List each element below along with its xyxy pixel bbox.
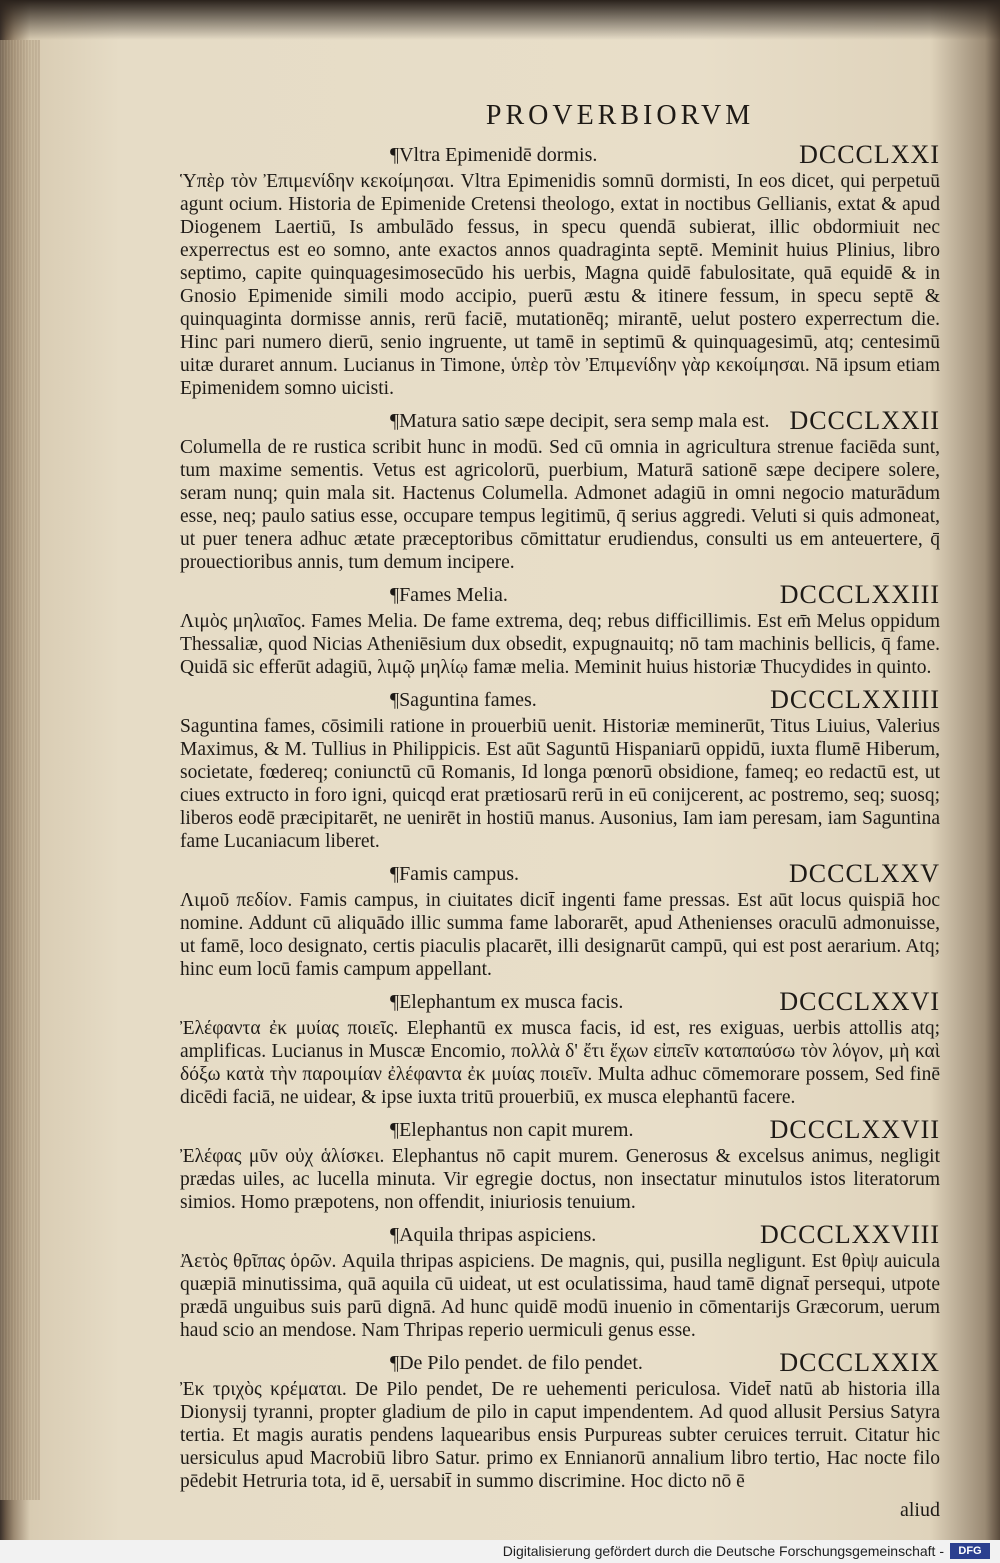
entry-header — [180, 859, 940, 889]
footer-credit-text: Digitalisierung gefördert durch die Deutsche Forschungsgemeinschaft - — [502, 1543, 944, 1559]
entry-number: DCCCLXXVI — [779, 987, 940, 1016]
top-shadow — [0, 0, 1000, 40]
entry-title: ¶De Pilo pendet. de filo pendet. — [390, 1352, 643, 1374]
entry-body: Ἐκ τριχὸς κρέμαται. De Pilo pendet, De re uehementi periculosa. Videt̄ natū ab historia illa Dionysij tyranni, propter gladium de pilo in caput impendentem. Ad quod allusit Persius Satyra tertia. Et magis auratis pendens laquearibus ensis Purpureas subter ceruices terruit. Citatur hic uersiculus apud Macrobiū libro Satur. primo ex Ennianorū annalium libro tertio, Hac nocte filo pēdebit Hetruria tota, id ē, uersabit̄ in summo discrimine. Hoc dicto nō ē — [180, 1379, 940, 1492]
entry-title: ¶Saguntina fames. — [390, 689, 537, 711]
entry-number: DCCCLXXIIII — [770, 685, 940, 714]
entry-873 — [180, 580, 940, 679]
running-head: PROVERBIORVM — [485, 100, 755, 131]
entry-title: ¶Aquila thripas aspiciens. — [390, 1224, 597, 1246]
entry-number: DCCCLXXIX — [779, 1348, 940, 1377]
entry-title: ¶Vltra Epimenidē dormis. — [390, 144, 598, 166]
entry-body: Ἐλέφαντα ἐκ μυίας ποιεῖς. Elephantū ex musca facis, id est, res exiguas, uerbis attollis atq; amplificas. Lucianus in Muscæ Encomio, πολλὰ δ' ἔτι ἔχων εἰπεῖν καταπαύσω τὸν λόγον, μὴ καὶ δόξω κατὰ τὴν παροιμίαν ἐλέφαντα ἐκ μυίας ποιεῖν. Multa adhuc cōmemorare possem, Sed finē dicēdi faciā, ne uidear, & ipse iuxta tritū prouerbiū, ex musca elephantū facere. — [180, 1018, 940, 1108]
entry-878 — [180, 1220, 940, 1342]
entry-876 — [180, 987, 940, 1109]
entry-body: Ἀετὸς θρῖπας ὁρῶν. Aquila thripas aspiciens. De magnis, qui, pusilla negligunt. Est θρὶψ auicula quæpiā minutissima, quā aquila cū uideat, ut est oculatissima, haud tamē dignat̄ persequi, utpote prædā unguibus suis parū dignā. Ad hunc quidē modū inuenio in cōmentarijs Græcorum, uerum haud scio an mendose. Nam Thripas reperio uermiculi genus esse. — [180, 1251, 940, 1341]
entry-title: ¶Elephantum ex musca facis. — [390, 991, 624, 1013]
entry-header — [180, 140, 940, 170]
entry-header — [180, 1348, 940, 1378]
entry-header — [180, 987, 940, 1017]
entry-body: Columella de re rustica scribit hunc in modū. Sed cū omnia in agricultura strenue faciēda sunt, tum maxime sementis. Vetus est agricolorū, puerbium, Maturā sationē sæpe decipere solere, seram nunq; quin mala sit. Hactenus Columella. Admonet adagiū in omni negocio maturādum esse, neq; paulo satius esse, occupare tempus legitimū, q̄ serius aggredi. Veluti si quis admoneat, ut puer tenera adhuc ætate præceptoribus cōmittatur erudiendus, consulti us em anteuertere, q̄ prouectioribus annis, tum demum incipere. — [180, 437, 940, 573]
entry-number: DCCCLXXIII — [779, 580, 940, 609]
entry-body: Λιμὸς μηλιαῖος. Fames Melia. De fame extrema, deq; rebus difficillimis. Est em̄ Melus oppidum Thessaliæ, quod Nicias Atheniēsium dux obsedit, expugnauitq; nō tam machinis bellicis, q̄ fame. Quidā sic efferūt adagiū, λιμῷ μηλίῳ famæ melia. Meminit huius historiæ Thucydides in quinto. — [180, 611, 940, 678]
entry-871 — [180, 140, 940, 400]
book-page — [180, 100, 940, 1522]
entry-header — [180, 580, 940, 610]
book-page-edges — [0, 40, 40, 1500]
entry-877 — [180, 1115, 940, 1214]
entry-title: ¶Famis campus. — [390, 863, 520, 885]
entry-number: DCCCLXXVIII — [760, 1220, 940, 1249]
entry-body: Ὑπὲρ τὸν Ἐπιμενίδην κεκοίμησαι. Vltra Epimenidis somnū dormisti, In eos dicet, qui perpetuū agunt ocium. Historia de Epimenide Cretensi theologo, extat in noctibus Gellianis, extat & apud Diogenem Laertiū, Is ambulādo fessus, in specu quendā subierat, illic obdormiuit nec experrectus est eo somno, ante exactos annos quadraginta septē. Meminit huius Plinius, libro septimo, capite quinquagesimosecūdo his uerbis, Magna quidē fabulositate, quā equidē & in Gnosio Epimenide simili modo accipio, puerū æstu & itinere fessum, in specu septē & quinquaginta dormisse annis, rerū faciē, mutationēq; mirantē, uelut postero experrectum die. Hinc pari numero dierū, senio ingruente, ut tamē in septimū & quinquagesimū, atq; centesimū uitæ duraret annum. Lucianus in Timone, ὑπὲρ τὸν Ἐπιμενίδην γὰρ κεκοίμησαι. Nā ipsum etiam Epimenidem somno uicisti. — [180, 171, 940, 399]
entry-number: DCCCLXXVII — [769, 1115, 940, 1144]
entry-header — [180, 406, 940, 436]
entry-title: ¶Elephantus non capit murem. — [390, 1119, 634, 1141]
entry-874 — [180, 685, 940, 853]
entry-header — [180, 685, 940, 715]
entry-body: Saguntina fames, cōsimili ratione in prouerbiū uenit. Historiæ meminerūt, Titus Liuius, Valerius Maximus, & M. Tullius in Philippicis. Est aūt Saguntū Hispaniarū oppidū, iuxta flumē Hiberum, societate, fœdereq; coniunctū cū Romanis, Id longa pœnorū obsidione, fameq; eo redactū est, ut ciues extructo in foro igni, quicqd erat prætiosarū rerū in eū conijcerent, ac postremo, seq; suosq; liberos eodē præcipitarēt, ne uenirēt in hostiū manus. Ausonius, Iam iam peresam, iam Saguntina fame Lucaniacum liberet. — [180, 716, 940, 852]
entry-875 — [180, 859, 940, 981]
entry-title: ¶Matura satio sæpe decipit, sera semp mala est. — [390, 410, 770, 432]
entry-header — [180, 1220, 940, 1250]
entry-879 — [180, 1348, 940, 1493]
dfg-logo: DFG — [950, 1543, 990, 1559]
entry-body: Ἐλέφας μῦν οὐχ ἁλίσκει. Elephantus nō capit murem. Generosus & excelsus animus, negligit prædas uiles, ac lucella minuta. Vir egregie doctus, non insectatur minutulos istos literatorum simios. Homo præpotens, non offendit, iniuriosis tenuium. — [180, 1146, 940, 1213]
entry-number: DCCCLXXI — [799, 140, 940, 169]
entry-number: DCCCLXXV — [788, 859, 940, 888]
digitization-footer — [0, 1540, 1000, 1563]
entry-872 — [180, 406, 940, 574]
entry-number: DCCCLXXII — [789, 406, 940, 435]
entry-title: ¶Fames Melia. — [390, 584, 508, 606]
entry-header — [180, 1115, 940, 1145]
entry-body: Λιμοῦ πεδίον. Famis campus, in ciuitates dicit̄ ingenti fame pressas. Est aūt locus quispiā hoc nomine. Addunt cū aliquādo illic summa fame laborarēt, apud Athenienses oraculū admonuisse, ut famē, loco designato, certis piaculis placarēt, illi designarūt campū, qui est post aerarium. Atq; hinc eum locū famis campum appellant. — [180, 890, 940, 980]
catchword: aliud — [900, 1499, 940, 1521]
